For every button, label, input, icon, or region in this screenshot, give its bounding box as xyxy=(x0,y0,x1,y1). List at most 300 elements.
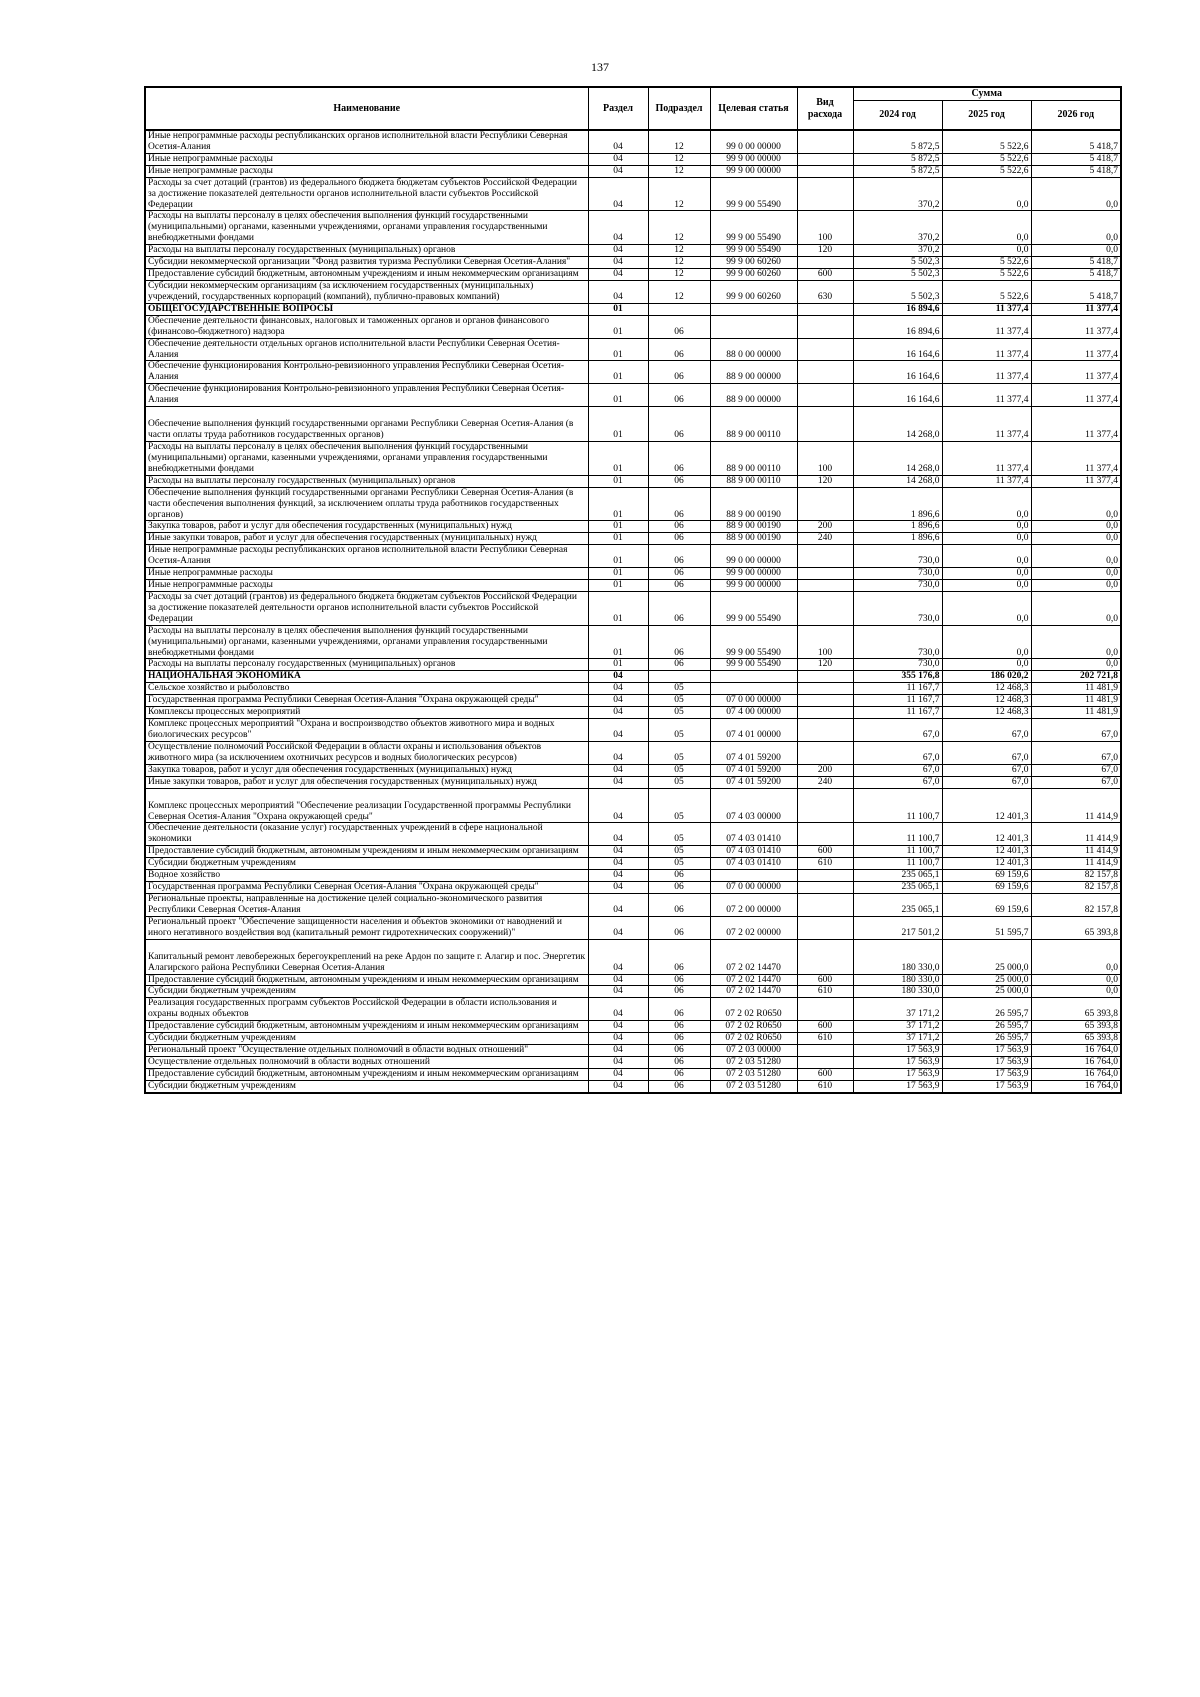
row-sum-2026: 0,0 xyxy=(1031,625,1121,659)
row-subsection: 05 xyxy=(648,858,710,870)
row-kind: 600 xyxy=(797,1068,853,1080)
row-subsection: 06 xyxy=(648,568,710,580)
row-subsection: 05 xyxy=(648,788,710,823)
row-sum-2024: 5 502,3 xyxy=(853,269,942,281)
row-subsection: 06 xyxy=(648,315,710,338)
row-kind xyxy=(797,591,853,625)
row-target: 07 2 02 00000 xyxy=(710,916,797,939)
row-sum-2024: 370,2 xyxy=(853,245,942,257)
header-2025: 2025 год xyxy=(942,101,1031,131)
table-row xyxy=(145,695,1121,707)
row-kind xyxy=(797,916,853,939)
row-name: Иные непрограммные расходы xyxy=(145,165,588,177)
row-sum-2025: 67,0 xyxy=(942,719,1031,742)
row-name: Комплекс процессных мероприятий "Охрана и воспроизводство объектов животного мира и водных биологических ресурсов" xyxy=(145,719,588,742)
row-sum-2024: 67,0 xyxy=(853,764,942,776)
row-target: 07 4 01 00000 xyxy=(710,719,797,742)
row-section: 01 xyxy=(588,303,648,315)
row-subsection: 06 xyxy=(648,659,710,671)
row-subsection: 12 xyxy=(648,257,710,269)
row-sum-2024: 37 171,2 xyxy=(853,998,942,1021)
row-sum-2026: 82 157,8 xyxy=(1031,870,1121,882)
row-sum-2025: 67,0 xyxy=(942,764,1031,776)
table-row xyxy=(145,659,1121,671)
row-section: 04 xyxy=(588,858,648,870)
table-row xyxy=(145,153,1121,165)
row-name: Субсидии бюджетным учреждениям xyxy=(145,1033,588,1045)
row-name: Комплексы процессных мероприятий xyxy=(145,707,588,719)
row-name: Предоставление субсидий бюджетным, автономным учреждениям и иным некоммерческим организациям xyxy=(145,269,588,281)
row-kind: 600 xyxy=(797,1021,853,1033)
row-name: Обеспечение функционирования Контрольно-ревизионного управления Республики Северная Осетия-Алания xyxy=(145,384,588,407)
row-name: Закупка товаров, работ и услуг для обеспечения государственных (муниципальных) нужд xyxy=(145,764,588,776)
row-target: 07 4 03 01410 xyxy=(710,858,797,870)
row-sum-2026: 67,0 xyxy=(1031,719,1121,742)
row-target: 07 0 00 00000 xyxy=(710,882,797,894)
row-target: 07 2 00 00000 xyxy=(710,894,797,917)
row-sum-2024: 37 171,2 xyxy=(853,1033,942,1045)
row-name: Государственная программа Республики Северная Осетия-Алания "Охрана окружающей среды" xyxy=(145,882,588,894)
row-name: Иные закупки товаров, работ и услуг для обеспечения государственных (муниципальных) нужд xyxy=(145,533,588,545)
row-section: 04 xyxy=(588,671,648,683)
row-target: 07 4 03 00000 xyxy=(710,788,797,823)
row-name: Расходы на выплаты персоналу в целях обеспечения выполнения функций государственными (муниципальными) органами, казенными учреждениями, органами управления государственными внебюджетными фондами xyxy=(145,625,588,659)
row-kind xyxy=(797,695,853,707)
table-row xyxy=(145,788,1121,823)
row-sum-2024: 5 872,5 xyxy=(853,165,942,177)
row-sum-2024: 67,0 xyxy=(853,776,942,788)
row-subsection: 06 xyxy=(648,939,710,974)
row-kind: 200 xyxy=(797,521,853,533)
row-target: 07 2 02 R0650 xyxy=(710,1021,797,1033)
row-name-text: Капитальный ремонт левобережных берегоукреплений на реке Ардон по защите г. Алагир и пос. Энергетик Алагирского района Республики Северная Осетия-Алания xyxy=(148,951,586,973)
table-row xyxy=(145,823,1121,846)
row-sum-2024: 11 167,7 xyxy=(853,683,942,695)
row-name: Сельское хозяйство и рыболовство xyxy=(145,683,588,695)
row-sum-2025: 11 377,4 xyxy=(942,384,1031,407)
row-subsection: 06 xyxy=(648,475,710,487)
row-target: 07 2 02 14470 xyxy=(710,939,797,974)
row-kind: 600 xyxy=(797,269,853,281)
row-sum-2024: 235 065,1 xyxy=(853,882,942,894)
row-target: 88 9 00 00110 xyxy=(710,407,797,442)
row-kind: 120 xyxy=(797,659,853,671)
row-sum-2026: 67,0 xyxy=(1031,764,1121,776)
row-sum-2026: 67,0 xyxy=(1031,776,1121,788)
row-sum-2026: 67,0 xyxy=(1031,741,1121,764)
row-target xyxy=(710,315,797,338)
row-sum-2025: 0,0 xyxy=(942,591,1031,625)
row-sum-2024: 730,0 xyxy=(853,625,942,659)
row-sum-2026: 11 377,4 xyxy=(1031,361,1121,384)
row-subsection: 06 xyxy=(648,407,710,442)
row-name-text: Обеспечение выполнения функций государственными органами Республики Северная Осетия-Алания (в части оплаты труда работников государственных органов) xyxy=(148,419,574,441)
table-row xyxy=(145,130,1121,153)
row-sum-2026: 11 377,4 xyxy=(1031,441,1121,475)
row-sum-2026: 65 393,8 xyxy=(1031,998,1121,1021)
row-sum-2026: 0,0 xyxy=(1031,177,1121,211)
row-section: 04 xyxy=(588,130,648,153)
row-subsection: 05 xyxy=(648,846,710,858)
row-sum-2026: 11 481,9 xyxy=(1031,695,1121,707)
row-subsection: 06 xyxy=(648,1068,710,1080)
row-target: 07 4 01 59200 xyxy=(710,776,797,788)
row-section: 04 xyxy=(588,1033,648,1045)
row-target: 88 0 00 00000 xyxy=(710,338,797,361)
row-sum-2026: 0,0 xyxy=(1031,545,1121,568)
table-row xyxy=(145,683,1121,695)
row-kind xyxy=(797,177,853,211)
row-sum-2026: 11 414,9 xyxy=(1031,858,1121,870)
row-sum-2024: 180 330,0 xyxy=(853,986,942,998)
row-sum-2024: 11 167,7 xyxy=(853,695,942,707)
row-subsection: 06 xyxy=(648,998,710,1021)
header-target: Целевая статья xyxy=(710,87,797,130)
row-sum-2026: 11 377,4 xyxy=(1031,338,1121,361)
row-sum-2025: 0,0 xyxy=(942,625,1031,659)
row-section: 04 xyxy=(588,916,648,939)
row-target: 07 4 03 01410 xyxy=(710,823,797,846)
row-section: 01 xyxy=(588,545,648,568)
row-kind: 610 xyxy=(797,986,853,998)
row-name: Обеспечение деятельности (оказание услуг) государственных учреждений в сфере национальной экономики xyxy=(145,823,588,846)
row-kind xyxy=(797,683,853,695)
row-kind xyxy=(797,545,853,568)
row-sum-2025: 17 563,9 xyxy=(942,1056,1031,1068)
row-sum-2026: 0,0 xyxy=(1031,974,1121,986)
row-subsection: 06 xyxy=(648,1056,710,1068)
row-section: 04 xyxy=(588,939,648,974)
row-subsection: 12 xyxy=(648,165,710,177)
row-sum-2026: 11 377,4 xyxy=(1031,475,1121,487)
row-sum-2024: 17 563,9 xyxy=(853,1080,942,1092)
row-sum-2024: 5 502,3 xyxy=(853,257,942,269)
row-sum-2026: 0,0 xyxy=(1031,986,1121,998)
row-sum-2026: 82 157,8 xyxy=(1031,894,1121,917)
row-sum-2025: 69 159,6 xyxy=(942,882,1031,894)
row-sum-2025: 0,0 xyxy=(942,533,1031,545)
row-subsection: 05 xyxy=(648,776,710,788)
row-sum-2026: 16 764,0 xyxy=(1031,1080,1121,1092)
row-section: 01 xyxy=(588,441,648,475)
row-subsection: 12 xyxy=(648,245,710,257)
row-sum-2024: 235 065,1 xyxy=(853,894,942,917)
table-row xyxy=(145,211,1121,245)
row-name: Государственная программа Республики Северная Осетия-Алания "Охрана окружающей среды" xyxy=(145,695,588,707)
row-name: Расходы на выплаты персоналу государственных (муниципальных) органов xyxy=(145,475,588,487)
row-target: 88 9 00 00110 xyxy=(710,475,797,487)
row-kind: 600 xyxy=(797,974,853,986)
row-sum-2025: 12 468,3 xyxy=(942,707,1031,719)
row-section: 04 xyxy=(588,998,648,1021)
row-sum-2024: 355 176,8 xyxy=(853,671,942,683)
row-name: Обеспечение деятельности отдельных органов исполнительной власти Республики Северная Осетия-Алания xyxy=(145,338,588,361)
row-sum-2025: 0,0 xyxy=(942,211,1031,245)
row-target: 07 2 02 14470 xyxy=(710,974,797,986)
row-target xyxy=(710,303,797,315)
row-subsection: 06 xyxy=(648,1080,710,1092)
row-target: 88 9 00 00000 xyxy=(710,384,797,407)
row-sum-2025: 11 377,4 xyxy=(942,407,1031,442)
row-sum-2026: 5 418,7 xyxy=(1031,153,1121,165)
row-name: Закупка товаров, работ и услуг для обеспечения государственных (муниципальных) нужд xyxy=(145,521,588,533)
row-sum-2025: 11 377,4 xyxy=(942,441,1031,475)
row-sum-2026: 65 393,8 xyxy=(1031,916,1121,939)
row-name xyxy=(145,788,588,823)
row-sum-2024: 730,0 xyxy=(853,591,942,625)
row-subsection: 05 xyxy=(648,719,710,742)
row-sum-2026: 5 418,7 xyxy=(1031,130,1121,153)
row-sum-2025: 17 563,9 xyxy=(942,1045,1031,1057)
row-section: 01 xyxy=(588,315,648,338)
row-sum-2025: 12 468,3 xyxy=(942,695,1031,707)
header-2026: 2026 год xyxy=(1031,101,1121,131)
row-target: 99 0 00 00000 xyxy=(710,545,797,568)
table-row xyxy=(145,894,1121,917)
row-section: 01 xyxy=(588,580,648,592)
row-kind xyxy=(797,338,853,361)
row-sum-2025: 25 000,0 xyxy=(942,986,1031,998)
row-kind xyxy=(797,894,853,917)
row-subsection: 06 xyxy=(648,533,710,545)
row-sum-2025: 25 000,0 xyxy=(942,974,1031,986)
row-target: 99 9 00 00000 xyxy=(710,165,797,177)
table-row xyxy=(145,998,1121,1021)
row-kind: 100 xyxy=(797,441,853,475)
row-sum-2025: 11 377,4 xyxy=(942,475,1031,487)
row-name: Иные непрограммные расходы xyxy=(145,568,588,580)
row-subsection xyxy=(648,671,710,683)
row-target: 88 9 00 00110 xyxy=(710,441,797,475)
row-sum-2025: 12 468,3 xyxy=(942,683,1031,695)
row-sum-2024: 16 894,6 xyxy=(853,315,942,338)
row-kind xyxy=(797,361,853,384)
header-sum: Сумма xyxy=(853,87,1121,101)
row-name: ОБЩЕГОСУДАРСТВЕННЫЕ ВОПРОСЫ xyxy=(145,303,588,315)
row-sum-2024: 730,0 xyxy=(853,580,942,592)
table-row xyxy=(145,1021,1121,1033)
row-sum-2025: 69 159,6 xyxy=(942,894,1031,917)
row-name: Субсидии некоммерческой организации "Фонд развития туризма Республики Северная Осетия-Алания" xyxy=(145,257,588,269)
row-name: Предоставление субсидий бюджетным, автономным учреждениям и иным некоммерческим организациям xyxy=(145,1021,588,1033)
row-name: Реализация государственных программ субъектов Российской Федерации в области использования и охраны водных объектов xyxy=(145,998,588,1021)
row-sum-2024: 180 330,0 xyxy=(853,939,942,974)
row-sum-2025: 17 563,9 xyxy=(942,1068,1031,1080)
row-kind: 120 xyxy=(797,475,853,487)
row-target: 99 9 00 00000 xyxy=(710,153,797,165)
table-row xyxy=(145,245,1121,257)
row-sum-2024: 5 872,5 xyxy=(853,153,942,165)
row-section: 01 xyxy=(588,568,648,580)
row-kind: 100 xyxy=(797,211,853,245)
row-target: 99 9 00 55490 xyxy=(710,245,797,257)
row-subsection: 06 xyxy=(648,974,710,986)
row-sum-2026: 11 481,9 xyxy=(1031,683,1121,695)
row-section: 01 xyxy=(588,533,648,545)
table-row xyxy=(145,407,1121,442)
row-name: Предоставление субсидий бюджетным, автономным учреждениям и иным некоммерческим организациям xyxy=(145,974,588,986)
row-sum-2025: 0,0 xyxy=(942,487,1031,521)
row-subsection: 06 xyxy=(648,441,710,475)
row-subsection: 06 xyxy=(648,521,710,533)
row-name: Иные непрограммные расходы xyxy=(145,580,588,592)
budget-table xyxy=(144,86,1122,1094)
row-subsection: 06 xyxy=(648,591,710,625)
row-subsection: 06 xyxy=(648,894,710,917)
row-target: 07 2 02 R0650 xyxy=(710,998,797,1021)
row-sum-2026: 0,0 xyxy=(1031,568,1121,580)
table-row xyxy=(145,776,1121,788)
row-sum-2024: 14 268,0 xyxy=(853,407,942,442)
row-section: 04 xyxy=(588,788,648,823)
table-row xyxy=(145,671,1121,683)
row-target: 99 9 00 00000 xyxy=(710,568,797,580)
row-subsection: 06 xyxy=(648,882,710,894)
row-subsection: 05 xyxy=(648,741,710,764)
row-target: 88 9 00 00190 xyxy=(710,521,797,533)
row-sum-2024: 67,0 xyxy=(853,719,942,742)
row-target: 07 4 00 00000 xyxy=(710,707,797,719)
row-sum-2025: 69 159,6 xyxy=(942,870,1031,882)
row-name: Иные непрограммные расходы республиканских органов исполнительной власти Республики Северная Осетия-Алания xyxy=(145,130,588,153)
row-section: 04 xyxy=(588,776,648,788)
row-sum-2024: 11 100,7 xyxy=(853,846,942,858)
row-sum-2025: 5 522,6 xyxy=(942,280,1031,303)
row-sum-2026: 0,0 xyxy=(1031,245,1121,257)
table-row xyxy=(145,177,1121,211)
row-subsection: 05 xyxy=(648,764,710,776)
row-section: 04 xyxy=(588,695,648,707)
header-subsection: Подраздел xyxy=(648,87,710,130)
row-kind: 630 xyxy=(797,280,853,303)
row-name: Расходы на выплаты персоналу государственных (муниципальных) органов xyxy=(145,659,588,671)
row-kind xyxy=(797,707,853,719)
row-kind xyxy=(797,487,853,521)
row-sum-2026: 0,0 xyxy=(1031,591,1121,625)
row-sum-2025: 26 595,7 xyxy=(942,1033,1031,1045)
row-sum-2026: 202 721,8 xyxy=(1031,671,1121,683)
row-sum-2024: 67,0 xyxy=(853,741,942,764)
row-kind xyxy=(797,568,853,580)
header-section: Раздел xyxy=(588,87,648,130)
row-sum-2024: 730,0 xyxy=(853,545,942,568)
table-header xyxy=(145,87,1121,130)
row-section: 01 xyxy=(588,475,648,487)
table-row xyxy=(145,846,1121,858)
row-sum-2026: 5 418,7 xyxy=(1031,280,1121,303)
row-sum-2026: 65 393,8 xyxy=(1031,1033,1121,1045)
row-name: Осуществление отдельных полномочий в области водных отношений xyxy=(145,1056,588,1068)
row-sum-2026: 0,0 xyxy=(1031,211,1121,245)
row-kind xyxy=(797,303,853,315)
row-section: 04 xyxy=(588,974,648,986)
table-row xyxy=(145,165,1121,177)
table-row xyxy=(145,764,1121,776)
table-row xyxy=(145,741,1121,764)
row-section: 04 xyxy=(588,1080,648,1092)
row-sum-2025: 0,0 xyxy=(942,659,1031,671)
row-sum-2026: 5 418,7 xyxy=(1031,269,1121,281)
row-sum-2025: 12 401,3 xyxy=(942,858,1031,870)
row-subsection: 12 xyxy=(648,153,710,165)
row-section: 04 xyxy=(588,257,648,269)
row-target: 99 9 00 55490 xyxy=(710,591,797,625)
row-sum-2025: 25 000,0 xyxy=(942,939,1031,974)
row-section: 04 xyxy=(588,211,648,245)
row-sum-2025: 5 522,6 xyxy=(942,257,1031,269)
row-kind: 610 xyxy=(797,1033,853,1045)
row-section: 04 xyxy=(588,165,648,177)
row-section: 04 xyxy=(588,846,648,858)
row-section: 04 xyxy=(588,153,648,165)
row-kind: 600 xyxy=(797,846,853,858)
row-sum-2024: 16 164,6 xyxy=(853,361,942,384)
table-row xyxy=(145,719,1121,742)
row-sum-2025: 12 401,3 xyxy=(942,823,1031,846)
row-section: 04 xyxy=(588,707,648,719)
table-row xyxy=(145,1068,1121,1080)
row-sum-2025: 0,0 xyxy=(942,568,1031,580)
row-name: Иные закупки товаров, работ и услуг для обеспечения государственных (муниципальных) нужд xyxy=(145,776,588,788)
row-sum-2026: 16 764,0 xyxy=(1031,1068,1121,1080)
row-target: 07 0 00 00000 xyxy=(710,695,797,707)
row-sum-2024: 1 896,6 xyxy=(853,521,942,533)
row-sum-2024: 217 501,2 xyxy=(853,916,942,939)
row-sum-2024: 1 896,6 xyxy=(853,533,942,545)
row-sum-2024: 16 894,6 xyxy=(853,303,942,315)
row-kind xyxy=(797,939,853,974)
row-subsection: 06 xyxy=(648,1045,710,1057)
page-number: 137 xyxy=(591,60,609,74)
row-name: Обеспечение функционирования Контрольно-ревизионного управления Республики Северная Осетия-Алания xyxy=(145,361,588,384)
row-section: 04 xyxy=(588,269,648,281)
row-kind xyxy=(797,1056,853,1068)
row-section: 04 xyxy=(588,245,648,257)
table-row xyxy=(145,882,1121,894)
row-target: 07 2 03 00000 xyxy=(710,1045,797,1057)
row-target: 99 9 00 00000 xyxy=(710,580,797,592)
row-section: 01 xyxy=(588,521,648,533)
row-sum-2025: 5 522,6 xyxy=(942,153,1031,165)
row-subsection: 06 xyxy=(648,580,710,592)
row-target: 07 4 01 59200 xyxy=(710,764,797,776)
row-sum-2024: 37 171,2 xyxy=(853,1021,942,1033)
row-target xyxy=(710,683,797,695)
table-row xyxy=(145,974,1121,986)
row-kind xyxy=(797,130,853,153)
row-sum-2026: 11 414,9 xyxy=(1031,846,1121,858)
row-name: Расходы за счет дотаций (грантов) из федерального бюджета бюджетам субъектов Российской Федерации за достижение показателей деятельности органов исполнительной власти субъектов Российской Федерации xyxy=(145,177,588,211)
row-section: 04 xyxy=(588,683,648,695)
row-subsection: 06 xyxy=(648,487,710,521)
table-row xyxy=(145,939,1121,974)
table-row xyxy=(145,858,1121,870)
table-row xyxy=(145,384,1121,407)
row-sum-2026: 11 414,9 xyxy=(1031,788,1121,823)
row-sum-2025: 12 401,3 xyxy=(942,788,1031,823)
row-subsection: 06 xyxy=(648,986,710,998)
row-target: 99 9 00 60260 xyxy=(710,280,797,303)
row-sum-2024: 17 563,9 xyxy=(853,1068,942,1080)
row-kind xyxy=(797,257,853,269)
table-row xyxy=(145,303,1121,315)
row-kind: 240 xyxy=(797,776,853,788)
row-sum-2024: 11 100,7 xyxy=(853,858,942,870)
row-kind xyxy=(797,580,853,592)
row-sum-2025: 67,0 xyxy=(942,776,1031,788)
table-row xyxy=(145,487,1121,521)
row-name: Субсидии бюджетным учреждениям xyxy=(145,986,588,998)
